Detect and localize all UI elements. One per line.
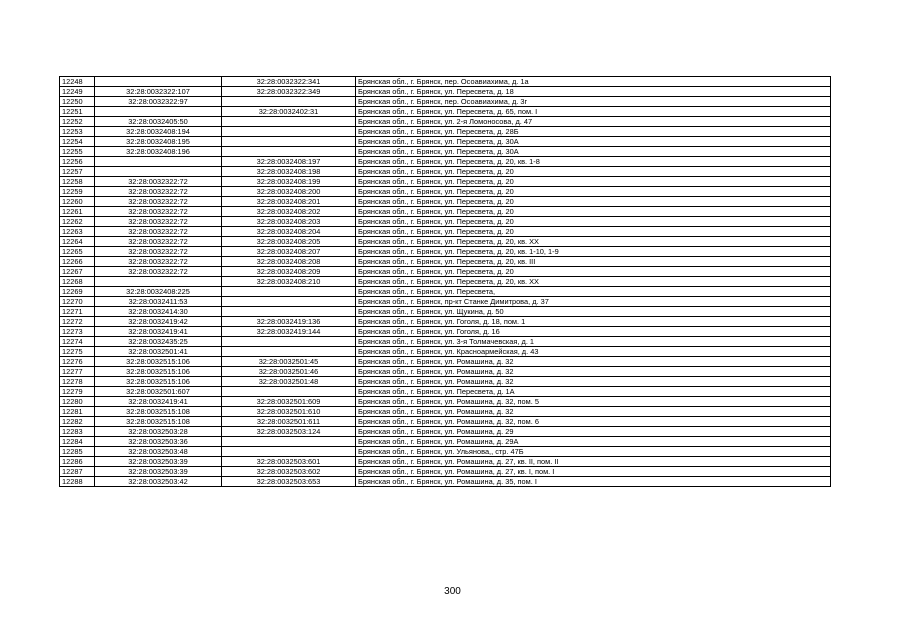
row-number-cell: 12272 [60, 317, 95, 327]
building-cadastral-number-cell [222, 337, 356, 347]
cadastral-number-cell: 32:28:0032419:41 [95, 397, 222, 407]
building-cadastral-number-cell: 32:28:0032408:204 [222, 227, 356, 237]
registry-table [59, 76, 831, 487]
address-cell: Брянская обл., г. Брянск, ул. Ромашина, д. 32, пом. 6 [356, 417, 831, 427]
cadastral-number-cell: 32:28:0032501:607 [95, 387, 222, 397]
row-number-cell: 12254 [60, 137, 95, 147]
building-cadastral-number-cell: 32:28:0032501:45 [222, 357, 356, 367]
table-row [60, 187, 831, 197]
table-row [60, 107, 831, 117]
building-cadastral-number-cell: 32:28:0032408:199 [222, 177, 356, 187]
building-cadastral-number-cell: 32:28:0032408:210 [222, 277, 356, 287]
row-number-cell: 12258 [60, 177, 95, 187]
cadastral-number-cell: 32:28:0032322:72 [95, 177, 222, 187]
row-number-cell: 12287 [60, 467, 95, 477]
row-number-cell: 12271 [60, 307, 95, 317]
cadastral-number-cell: 32:28:0032414:30 [95, 307, 222, 317]
cadastral-number-cell: 32:28:0032322:72 [95, 207, 222, 217]
row-number-cell: 12268 [60, 277, 95, 287]
table-row [60, 217, 831, 227]
table-row [60, 427, 831, 437]
row-number-cell: 12277 [60, 367, 95, 377]
cadastral-number-cell: 32:28:0032411:53 [95, 297, 222, 307]
cadastral-number-cell: 32:28:0032322:107 [95, 87, 222, 97]
row-number-cell: 12264 [60, 237, 95, 247]
row-number-cell: 12248 [60, 77, 95, 87]
row-number-cell: 12266 [60, 257, 95, 267]
table-row [60, 467, 831, 477]
building-cadastral-number-cell: 32:28:0032322:349 [222, 87, 356, 97]
row-number-cell: 12263 [60, 227, 95, 237]
address-cell: Брянская обл., г. Брянск, ул. 2-я Ломоносова, д. 47 [356, 117, 831, 127]
building-cadastral-number-cell [222, 97, 356, 107]
building-cadastral-number-cell: 32:28:0032408:205 [222, 237, 356, 247]
building-cadastral-number-cell: 32:28:0032408:197 [222, 157, 356, 167]
table-row [60, 327, 831, 337]
row-number-cell: 12257 [60, 167, 95, 177]
address-cell: Брянская обл., г. Брянск, пр-кт Станке Димитрова, д. 37 [356, 297, 831, 307]
row-number-cell: 12267 [60, 267, 95, 277]
table-row [60, 347, 831, 357]
table-row [60, 197, 831, 207]
row-number-cell: 12278 [60, 377, 95, 387]
table-row [60, 477, 831, 487]
table-row [60, 407, 831, 417]
page-number: 300 [444, 586, 461, 597]
table-row [60, 277, 831, 287]
table-row [60, 257, 831, 267]
address-cell: Брянская обл., г. Брянск, ул. Пересвета, д. 20, кв. XX [356, 237, 831, 247]
building-cadastral-number-cell: 32:28:0032408:202 [222, 207, 356, 217]
address-cell: Брянская обл., г. Брянск, ул. Пересвета, д. 18 [356, 87, 831, 97]
row-number-cell: 12281 [60, 407, 95, 417]
table-row [60, 437, 831, 447]
cadastral-number-cell: 32:28:0032515:106 [95, 377, 222, 387]
table-row [60, 117, 831, 127]
row-number-cell: 12265 [60, 247, 95, 257]
address-cell: Брянская обл., г. Брянск, ул. Пересвета, д. 20 [356, 187, 831, 197]
cadastral-number-cell: 32:28:0032322:72 [95, 257, 222, 267]
address-cell: Брянская обл., г. Брянск, ул. Ромашина, д. 32, пом. 5 [356, 397, 831, 407]
address-cell: Брянская обл., г. Брянск, ул. Пересвета, д. 20 [356, 177, 831, 187]
row-number-cell: 12286 [60, 457, 95, 467]
cadastral-number-cell: 32:28:0032419:42 [95, 317, 222, 327]
row-number-cell: 12284 [60, 437, 95, 447]
row-number-cell: 12251 [60, 107, 95, 117]
address-cell: Брянская обл., г. Брянск, ул. Ромашина, д. 32 [356, 357, 831, 367]
building-cadastral-number-cell [222, 117, 356, 127]
cadastral-number-cell: 32:28:0032419:41 [95, 327, 222, 337]
address-cell: Брянская обл., г. Брянск, ул. Пересвета, д. 20 [356, 267, 831, 277]
cadastral-number-cell: 32:28:0032515:108 [95, 407, 222, 417]
address-cell: Брянская обл., г. Брянск, ул. Пересвета, д. 20, кв. XX [356, 277, 831, 287]
cadastral-number-cell: 32:28:0032322:72 [95, 237, 222, 247]
table-row [60, 77, 831, 87]
building-cadastral-number-cell: 32:28:0032408:203 [222, 217, 356, 227]
row-number-cell: 12255 [60, 147, 95, 157]
address-cell: Брянская обл., г. Брянск, ул. Ромашина, д. 35, пом. I [356, 477, 831, 487]
building-cadastral-number-cell: 32:28:0032503:601 [222, 457, 356, 467]
address-cell: Брянская обл., г. Брянск, пер. Осоавиахима, д. 3г [356, 97, 831, 107]
row-number-cell: 12249 [60, 87, 95, 97]
address-cell: Брянская обл., г. Брянск, ул. Пересвета, д. 65, пом. I [356, 107, 831, 117]
cadastral-number-cell: 32:28:0032515:106 [95, 367, 222, 377]
row-number-cell: 12261 [60, 207, 95, 217]
table-row [60, 87, 831, 97]
cadastral-number-cell [95, 167, 222, 177]
cadastral-number-cell: 32:28:0032408:195 [95, 137, 222, 147]
cadastral-number-cell: 32:28:0032503:42 [95, 477, 222, 487]
row-number-cell: 12269 [60, 287, 95, 297]
cadastral-number-cell: 32:28:0032408:194 [95, 127, 222, 137]
registry-table-body [60, 77, 831, 487]
address-cell: Брянская обл., г. Брянск, ул. Гоголя, д. 16 [356, 327, 831, 337]
building-cadastral-number-cell: 32:28:0032408:201 [222, 197, 356, 207]
table-row [60, 147, 831, 157]
cadastral-number-cell [95, 157, 222, 167]
cadastral-number-cell: 32:28:0032503:39 [95, 457, 222, 467]
table-row [60, 367, 831, 377]
building-cadastral-number-cell [222, 387, 356, 397]
address-cell: Брянская обл., г. Брянск, ул. Ромашина, д. 32 [356, 407, 831, 417]
cadastral-number-cell [95, 107, 222, 117]
address-cell: Брянская обл., г. Брянск, пер. Осоавиахима, д. 1а [356, 77, 831, 87]
cadastral-number-cell: 32:28:0032405:50 [95, 117, 222, 127]
address-cell: Брянская обл., г. Брянск, ул. Красноармейская, д. 43 [356, 347, 831, 357]
building-cadastral-number-cell [222, 307, 356, 317]
building-cadastral-number-cell: 32:28:0032501:610 [222, 407, 356, 417]
table-row [60, 97, 831, 107]
address-cell: Брянская обл., г. Брянск, ул. Ромашина, д. 29 [356, 427, 831, 437]
building-cadastral-number-cell: 32:28:0032501:609 [222, 397, 356, 407]
row-number-cell: 12273 [60, 327, 95, 337]
address-cell: Брянская обл., г. Брянск, ул. Ромашина, д. 32 [356, 367, 831, 377]
cadastral-number-cell: 32:28:0032435:25 [95, 337, 222, 347]
table-row [60, 237, 831, 247]
cadastral-number-cell: 32:28:0032515:106 [95, 357, 222, 367]
address-cell: Брянская обл., г. Брянск, ул. Пересвета, д. 28Б [356, 127, 831, 137]
address-cell: Брянская обл., г. Брянск, ул. Ульянова,, стр. 47Б [356, 447, 831, 457]
table-row [60, 177, 831, 187]
building-cadastral-number-cell: 32:28:0032419:136 [222, 317, 356, 327]
table-row [60, 207, 831, 217]
building-cadastral-number-cell [222, 447, 356, 457]
address-cell: Брянская обл., г. Брянск, ул. Пересвета, д. 20 [356, 227, 831, 237]
address-cell: Брянская обл., г. Брянск, ул. Ромашина, д. 27, кв. II, пом. II [356, 457, 831, 467]
address-cell: Брянская обл., г. Брянск, ул. Ромашина, д. 32 [356, 377, 831, 387]
row-number-cell: 12256 [60, 157, 95, 167]
cadastral-number-cell: 32:28:0032322:72 [95, 247, 222, 257]
table-row [60, 417, 831, 427]
address-cell: Брянская обл., г. Брянск, ул. Пересвета, д. 20 [356, 207, 831, 217]
building-cadastral-number-cell: 32:28:0032501:611 [222, 417, 356, 427]
row-number-cell: 12279 [60, 387, 95, 397]
address-cell: Брянская обл., г. Брянск, ул. Пересвета, д. 20 [356, 197, 831, 207]
address-cell: Брянская обл., г. Брянск, ул. Ромашина, д. 29А [356, 437, 831, 447]
cadastral-number-cell: 32:28:0032322:72 [95, 267, 222, 277]
building-cadastral-number-cell: 32:28:0032503:602 [222, 467, 356, 477]
cadastral-number-cell: 32:28:0032503:48 [95, 447, 222, 457]
table-row [60, 307, 831, 317]
building-cadastral-number-cell [222, 347, 356, 357]
building-cadastral-number-cell [222, 287, 356, 297]
cadastral-number-cell [95, 277, 222, 287]
table-row [60, 267, 831, 277]
building-cadastral-number-cell: 32:28:0032408:207 [222, 247, 356, 257]
row-number-cell: 12274 [60, 337, 95, 347]
building-cadastral-number-cell [222, 127, 356, 137]
building-cadastral-number-cell: 32:28:0032408:198 [222, 167, 356, 177]
address-cell: Брянская обл., г. Брянск, ул. Пересвета, [356, 287, 831, 297]
table-row [60, 287, 831, 297]
cadastral-number-cell: 32:28:0032408:196 [95, 147, 222, 157]
building-cadastral-number-cell: 32:28:0032408:208 [222, 257, 356, 267]
table-row [60, 227, 831, 237]
building-cadastral-number-cell: 32:28:0032501:46 [222, 367, 356, 377]
building-cadastral-number-cell: 32:28:0032501:48 [222, 377, 356, 387]
building-cadastral-number-cell: 32:28:0032322:341 [222, 77, 356, 87]
row-number-cell: 12270 [60, 297, 95, 307]
table-row [60, 387, 831, 397]
row-number-cell: 12276 [60, 357, 95, 367]
cadastral-number-cell: 32:28:0032322:72 [95, 187, 222, 197]
address-cell: Брянская обл., г. Брянск, ул. Пересвета, д. 20 [356, 167, 831, 177]
address-cell: Брянская обл., г. Брянск, ул. Пересвета, д. 20 [356, 217, 831, 227]
table-row [60, 447, 831, 457]
building-cadastral-number-cell [222, 437, 356, 447]
row-number-cell: 12275 [60, 347, 95, 357]
cadastral-number-cell: 32:28:0032322:97 [95, 97, 222, 107]
cadastral-number-cell: 32:28:0032322:72 [95, 227, 222, 237]
row-number-cell: 12288 [60, 477, 95, 487]
cadastral-number-cell: 32:28:0032501:41 [95, 347, 222, 357]
cadastral-number-cell [95, 77, 222, 87]
address-cell: Брянская обл., г. Брянск, ул. Щукина, д. 50 [356, 307, 831, 317]
table-row [60, 137, 831, 147]
row-number-cell: 12259 [60, 187, 95, 197]
cadastral-number-cell: 32:28:0032503:28 [95, 427, 222, 437]
row-number-cell: 12285 [60, 447, 95, 457]
building-cadastral-number-cell: 32:28:0032503:653 [222, 477, 356, 487]
address-cell: Брянская обл., г. Брянск, ул. Ромашина, д. 27, кв. I, пом. I [356, 467, 831, 477]
row-number-cell: 12260 [60, 197, 95, 207]
address-cell: Брянская обл., г. Брянск, ул. 3-я Толмачевская, д. 1 [356, 337, 831, 347]
row-number-cell: 12262 [60, 217, 95, 227]
table-row [60, 317, 831, 327]
cadastral-number-cell: 32:28:0032322:72 [95, 197, 222, 207]
table-row [60, 247, 831, 257]
building-cadastral-number-cell: 32:28:0032408:200 [222, 187, 356, 197]
building-cadastral-number-cell [222, 297, 356, 307]
cadastral-number-cell: 32:28:0032503:36 [95, 437, 222, 447]
building-cadastral-number-cell: 32:28:0032402:31 [222, 107, 356, 117]
row-number-cell: 12253 [60, 127, 95, 137]
cadastral-number-cell: 32:28:0032515:108 [95, 417, 222, 427]
building-cadastral-number-cell: 32:28:0032408:209 [222, 267, 356, 277]
table-row [60, 457, 831, 467]
table-row [60, 157, 831, 167]
address-cell: Брянская обл., г. Брянск, ул. Пересвета, д. 20, кв. 1-10, 1-9 [356, 247, 831, 257]
row-number-cell: 12282 [60, 417, 95, 427]
row-number-cell: 12280 [60, 397, 95, 407]
table-row [60, 377, 831, 387]
table-row [60, 297, 831, 307]
table-row [60, 337, 831, 347]
cadastral-number-cell: 32:28:0032322:72 [95, 217, 222, 227]
address-cell: Брянская обл., г. Брянск, ул. Гоголя, д. 18, пом. 1 [356, 317, 831, 327]
address-cell: Брянская обл., г. Брянск, ул. Пересвета, д. 20, кв. III [356, 257, 831, 267]
table-row [60, 397, 831, 407]
building-cadastral-number-cell [222, 147, 356, 157]
building-cadastral-number-cell: 32:28:0032503:124 [222, 427, 356, 437]
table-row [60, 127, 831, 137]
row-number-cell: 12283 [60, 427, 95, 437]
cadastral-number-cell: 32:28:0032408:225 [95, 287, 222, 297]
table-row [60, 167, 831, 177]
address-cell: Брянская обл., г. Брянск, ул. Пересвета, д. 30А [356, 147, 831, 157]
address-cell: Брянская обл., г. Брянск, ул. Пересвета, д. 1А [356, 387, 831, 397]
cadastral-number-cell: 32:28:0032503:39 [95, 467, 222, 477]
building-cadastral-number-cell: 32:28:0032419:144 [222, 327, 356, 337]
building-cadastral-number-cell [222, 137, 356, 147]
address-cell: Брянская обл., г. Брянск, ул. Пересвета, д. 20, кв. 1-8 [356, 157, 831, 167]
table-row [60, 357, 831, 367]
row-number-cell: 12252 [60, 117, 95, 127]
address-cell: Брянская обл., г. Брянск, ул. Пересвета, д. 30А [356, 137, 831, 147]
row-number-cell: 12250 [60, 97, 95, 107]
